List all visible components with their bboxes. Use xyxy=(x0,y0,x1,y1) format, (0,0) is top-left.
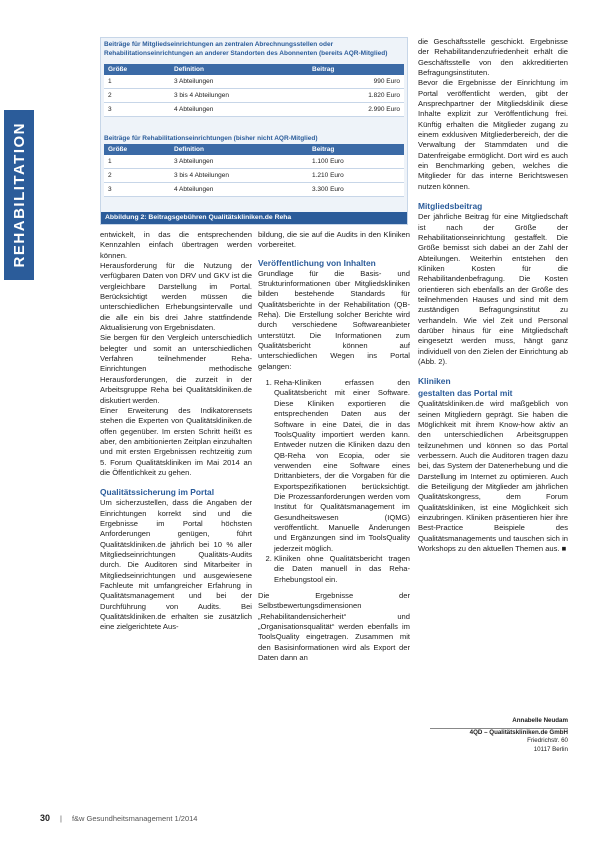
cell-definition: 3 Abteilungen xyxy=(170,155,308,169)
list-item: 1. Reha-Kliniken erfassen den Qualitätsbericht mit einer Software. Diese Kliniken exportieren die entsprechenden Daten aus der Software in eine Datei, die in das ToolsQuality importiert werden kann. Entweder nutzen die Kliniken dazu den QB-Reha von Ecopia, oder sie verwenden eine Software eines Drittanbieters, der die Vorgaben für die Exportspezifikationen berücksichtigt. Die Prozessanforderungen werden vom Institut für Qualitätsmanagement im Gesundheitswesen (IQMG) veröffentlicht. Manuelle Änderungen und Ergänzungen sind im ToolsQuality jederzeit möglich. xyxy=(274,378,410,554)
paragraph: Herausforderung für die Nutzung der verfügbaren Daten von DRV und GKV ist die vergleichbare Darstellung im Portal. Berücksichtigt werden müssen die unterschiedlichen Erhebungsintervalle und die alle ein bis drei Jahre stattfindende Aktualisierung von Ergebnisdaten. xyxy=(100,261,252,333)
page-number: 30 xyxy=(40,813,51,823)
subheading-clinics-a: Kliniken xyxy=(418,376,451,387)
fee-figure xyxy=(100,37,408,225)
section-tab xyxy=(4,110,34,280)
fee-table-a xyxy=(104,64,404,117)
table-row xyxy=(104,183,404,197)
list-item: 2. Kliniken ohne Qualitätsbericht tragen die Daten manuell in das Reha-Erhebungstool ein. xyxy=(274,554,410,585)
cell-fee: 3.300 Euro xyxy=(308,183,404,197)
figure-title-b: Beiträge für Rehabilitationseinrichtungen (bisher nicht AQR-Mitglied) xyxy=(104,135,318,142)
cell-size: 1 xyxy=(104,75,170,89)
author-name: Annabelle Neudam xyxy=(512,717,568,724)
cell-size: 2 xyxy=(104,169,170,183)
subheading-publication: Veröffentlichung von Inhalten xyxy=(258,257,376,268)
cell-fee: 1.100 Euro xyxy=(308,155,404,169)
table-row xyxy=(104,75,404,89)
paragraph: die Geschäftsstelle geschickt. Ergebnisse der Rehabilitandenzufriedenheit erhält die Geschäftsstelle von den akkreditierten Befragungsinstituten. xyxy=(418,37,568,78)
cell-definition: 4 Abteilungen xyxy=(170,103,308,117)
subheading-quality-assurance: Qualitätssicherung im Portal xyxy=(100,487,215,498)
header-fee: Beitrag xyxy=(308,64,404,75)
header-definition: Definition xyxy=(170,64,308,75)
paragraph: entwickelt, in das die entsprechenden Kennzahlen einfach übertragen werden können. xyxy=(100,230,252,260)
author-city: 10117 Berlin xyxy=(533,745,568,753)
sidebar xyxy=(0,0,38,849)
paragraph: Bevor die Ergebnisse der Einrichtung im Portal veröffentlicht werden, gibt der Ansprechpartner der Mitgliedsklinik diese Inhalte explizit zur Veröffentlichung frei. Künftig erhalten die Mitglieder zugang zu einem exklusiven Mitgliederbereich, der die Verwaltung der Stammdaten und die Datenfreigabe ermöglicht. Dort wird es auch ein Benchmarking geben, welches die Mitglieder für das interne Berichtswesen nutzen können. xyxy=(418,78,568,191)
page-footer xyxy=(40,813,197,823)
cell-size: 3 xyxy=(104,103,170,117)
numbered-list xyxy=(258,378,410,585)
figure-caption: Abbildung 2: Beitragsgebühren Qualitätskliniken.de Reha xyxy=(101,212,407,224)
figure-title-a: Beiträge für Mitgliedseinrichtungen an zentralen Abrechnungsstellen oder Rehabilitationseinrichtungen an anderer Standorten des Abonnenten (bereits AQR-Mitglied) xyxy=(104,41,388,57)
author-box xyxy=(430,717,568,754)
cell-definition: 3 Abteilungen xyxy=(170,75,308,89)
table-header-row xyxy=(104,144,404,155)
paragraph: Die Ergebnisse der Selbstbewertungsdimensionen „Rehabilitandensicherheit“ und „Organisationsqualität“ werden ebenfalls im ToolsQuality eingetragen. Zusammen mit den Basisinformationen wird als Export der Daten dann an xyxy=(258,591,410,663)
header-definition: Definition xyxy=(170,144,308,155)
cell-definition: 4 Abteilungen xyxy=(170,183,308,197)
cell-fee: 990 Euro xyxy=(308,75,404,89)
table-header-row xyxy=(104,64,404,75)
cell-fee: 1.210 Euro xyxy=(308,169,404,183)
header-size: Größe xyxy=(104,144,170,155)
paragraph: Der jährliche Beitrag für eine Mitgliedschaft ist nach der Größe der Rehabilitationseinrichtung gestaffelt. Die Größe bemisst sich dabei an der Zahl der Abteilungen. Weiterhin entstehen den Kliniken Kosten für die Rehabilitandenbefragung. Die Kosten orientieren sich ebenfalls an der Größe des teilnehmenden Hauses und sind mit dem zuständigen Befragungsinstitut zu verhandeln. Wie viel Zeit und Personal darüber hinaus für eine Mitgliedschaft eingesetzt werden muss, hängt ganz individuell von den Zielen der Einrichtung ab (Abb. 2). xyxy=(418,212,568,366)
column-2 xyxy=(258,230,410,663)
table-row xyxy=(104,155,404,169)
paragraph: Um sicherzustellen, dass die Angaben der Einrichtungen korrekt sind und die Ergebnisse im Portal höchsten Anforderungen genügen, führt Qualitätskliniken.de jährlich bei 10 % aller Mitgliedseinrichtungen Qualitäts-Audits durch. Die Auditoren sind Mitarbeiter in Mitgliedseinrichtungen und ausgewiesene Fachleute mit umfangreicher Erfahrung in Qualitätsmanagement und bei der Durchführung von Audits. Bei Qualitätskliniken.de erhalten sie zusätzlich eine zielgerichtete Aus- xyxy=(100,498,252,632)
subheading-membership-fee: Mitgliedsbeitrag xyxy=(418,201,483,212)
paragraph: Einer Erweiterung des Indikatorensets stehen die Experten von Qualitätskliniken.de offen gegenüber. Im ersten Schritt heißt es aber, den ambitionierten Zeitplan einzuhalten und mit ersten Ergebnissen rechtzeitig zum 5. Forum Qualitätskliniken im Mai 2014 an die Öffentlichkeit zu gehen. xyxy=(100,405,252,477)
section-label: REHABILITATION xyxy=(10,122,28,268)
journal-name: f&w Gesundheitsmanagement 1/2014 xyxy=(71,813,198,823)
subheading-clinics-b: gestalten das Portal mit xyxy=(418,388,513,399)
table-row xyxy=(104,103,404,117)
cell-size: 1 xyxy=(104,155,170,169)
footer-divider: | xyxy=(60,813,62,823)
column-3 xyxy=(418,37,568,554)
paragraph: Sie bergen für den Vergleich unterschiedlich belegter und somit an unterschiedlichen Verfahren teilnehmender Reha-Einrichtungen methodische Herausforderungen, die zurzeit in der Arbeitsgruppe Reha bei Qualitätskliniken.de diskutiert werden. xyxy=(100,333,252,405)
paragraph: Qualitätskliniken.de wird maßgeblich von seinen Mitgliedern geprägt. Sie haben die Möglichkeit mit ihrem Know-how aktiv an den unterschiedlichen Arbeitsgruppen teilzunehmen und können so das Portal verbessern. Auch die Auditoren tragen dazu bei, das System der Datenerhebung und die Darstellung im Internet zu optimieren. Auch die Beteiligung der Mitglieder am jährlichen Qualitätskongress, dem Forum Qualitätskliniken, ist eine Möglichkeit sich einzubringen. Kliniken präsentieren hier ihre Best-Practice Beispiele des Qualitätsmanagements und tauschen sich in Workshops zu den aktuellen Themen aus. ■ xyxy=(418,399,568,554)
cell-definition: 3 bis 4 Abteilungen xyxy=(170,89,308,103)
paragraph: bildung, die sie auf die Audits in den Kliniken vorbereitet. xyxy=(258,230,410,250)
table-row xyxy=(104,89,404,103)
cell-fee: 1.820 Euro xyxy=(308,89,404,103)
table-row xyxy=(104,169,404,183)
author-street: Friedrichstr. 60 xyxy=(527,737,568,744)
cell-definition: 3 bis 4 Abteilungen xyxy=(170,169,308,183)
cell-size: 3 xyxy=(104,183,170,197)
cell-size: 2 xyxy=(104,89,170,103)
header-fee: Beitrag xyxy=(308,144,404,155)
fee-table-b xyxy=(104,144,404,197)
header-size: Größe xyxy=(104,64,170,75)
paragraph: Grundlage für die Basis- und Strukturinformationen über Mitgliedskliniken bilden bestehende Standards für Qualitätsberichte in der Rehabilitation (QB-Reha). Die Erstellung solcher Berichte wird durch verschiedene Softwareanbieter unterstützt. Die Informationen zum Qualitätsbericht können auf unterschiedlichen Wegen ins Portal gelangen: xyxy=(258,268,410,371)
author-org: 4QD – Qualitätskliniken.de GmbH xyxy=(469,728,568,736)
column-1 xyxy=(100,230,252,633)
cell-fee: 2.990 Euro xyxy=(308,103,404,117)
